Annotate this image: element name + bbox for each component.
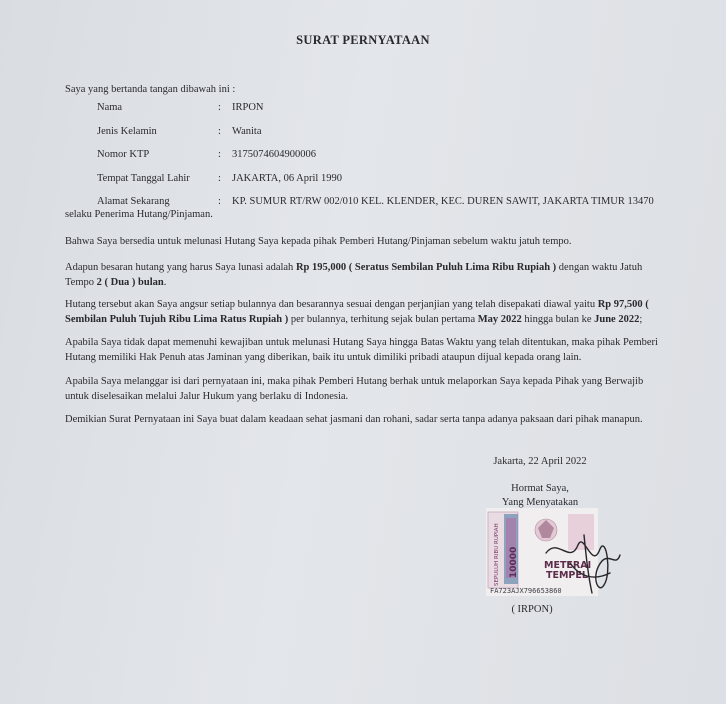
- field-value: 3175074604900006: [232, 149, 316, 160]
- role-text: selaku Penerima Hutang/Pinjaman.: [65, 209, 213, 220]
- stamp-label-bottom: TEMPEL: [546, 570, 588, 581]
- paragraph-debt-amount: Adapun besaran hutang yang harus Saya lunasi adalah Rp 195,000 ( Seratus Sembilan Puluh Lima Ribu Rupiah ) dengan waktu Jatuh Tempo 2 ( Dua ) bulan.: [65, 262, 643, 288]
- field-row: Alamat Sekarang : KP. SUMUR RT/RW 002/010 KEL. KLENDER, KEC. DUREN SAWIT, JAKARTA TIMUR 13470: [97, 194, 692, 218]
- paragraph-commitment: Bahwa Saya bersedia untuk melunasi Hutang Saya kepada pihak Pemberi Hutang/Pinjaman sebelum waktu jatuh tempo.: [65, 236, 572, 247]
- start-month: May 2022: [477, 314, 522, 325]
- place-date: Jakarta, 22 April 2022: [493, 456, 587, 467]
- field-row: Tempat Tanggal Lahir : JAKARTA, 06 April 1990: [97, 171, 692, 195]
- greeting: Hormat Saya,: [511, 483, 569, 494]
- paragraph-closing: Demikian Surat Pernyataan ini Saya buat dalam keadaan sehat jasmani dan rohani, sadar serta tanpa adanya paksaan dari pihak manapun.: [65, 414, 643, 425]
- document-title: SURAT PERNYATAAN: [296, 33, 430, 47]
- identity-fields: [97, 100, 692, 218]
- field-row: Nama : IRPON: [97, 100, 692, 124]
- field-row: Nomor KTP : 3175074604900006: [97, 147, 692, 171]
- field-label: Alamat Sekarang: [97, 196, 170, 207]
- field-value: IRPON: [232, 102, 264, 113]
- field-label: Jenis Kelamin: [97, 125, 157, 137]
- stamp-side-text: SEPULUH RIBU RUPIAH: [494, 523, 500, 586]
- stamp-label-top: METERAI: [544, 560, 592, 571]
- paragraph-collateral: Apabila Saya tidak dapat memenuhi kewajiban untuk melunasi Hutang Saya hingga Batas Waktu yang telah ditentukan, maka pihak Pemberi Hutang memiliki Hak Penuh atas Jaminan yang diberikan, baik itu untuk dimiliki pribadi ataupun dijual kepada orang lain.: [65, 337, 658, 363]
- paragraph-legal: Apabila Saya melanggar isi dari pernyataan ini, maka pihak Pemberi Hutang berhak untuk melaporkan Saya kepada Pihak yang Berwajib untuk diselesaikan melalui Jalur Hukum yang berlaku di Indonesia.: [65, 376, 644, 402]
- debt-tenor: 2 ( Dua ) bulan: [96, 277, 164, 288]
- field-value: KP. SUMUR RT/RW 002/010 KEL. KLENDER, KEC. DUREN SAWIT, JAKARTA TIMUR 13470: [232, 196, 654, 207]
- signer-role: Yang Menyatakan: [501, 497, 579, 508]
- field-value: Wanita: [232, 125, 262, 137]
- intro-text: Saya yang bertanda tangan dibawah ini :: [65, 84, 236, 95]
- installment-amount: Rp 97,500 ( Sembilan Puluh Tujuh Ribu Lima Ratus Rupiah ): [65, 299, 649, 325]
- field-label: Tempat Tanggal Lahir: [97, 172, 190, 184]
- field-label: Nama: [97, 102, 123, 113]
- stamp-serial: FA723AJX796653860: [490, 587, 562, 595]
- signer-name: ( IRPON): [511, 604, 553, 615]
- stamp-value: 10000: [509, 546, 519, 578]
- field-label: Nomor KTP: [97, 149, 150, 160]
- field-value: JAKARTA, 06 April 1990: [232, 172, 342, 184]
- end-month: June 2022: [594, 314, 640, 325]
- debt-amount: Rp 195,000 ( Seratus Sembilan Puluh Lima Ribu Rupiah ): [295, 262, 557, 273]
- paragraph-installment: Hutang tersebut akan Saya angsur setiap bulannya dan besarannya sesuai dengan perjanjian yang telah disepakati diawal yaitu Rp 97,500 ( Sembilan Puluh Tujuh Ribu Lima Ratus Rupiah ) per bulannya, terhitung sejak bulan pertama May 2022 hingga bulan ke June 2022;: [65, 299, 649, 325]
- field-row: Jenis Kelamin : Wanita: [97, 124, 692, 148]
- signature-block: [470, 455, 610, 510]
- handwritten-signature: [540, 515, 625, 600]
